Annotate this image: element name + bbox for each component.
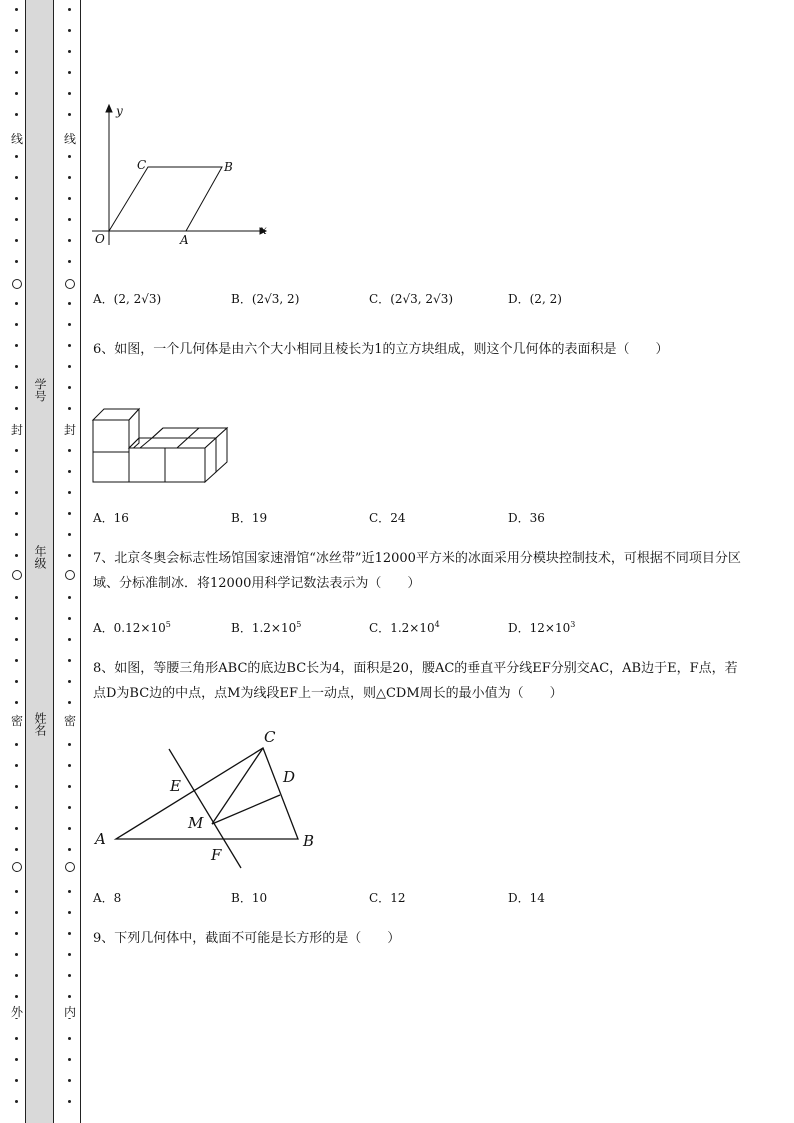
outer-circle-mark xyxy=(12,862,22,872)
cut-line-dot xyxy=(68,197,71,200)
cut-line-dot xyxy=(15,596,18,599)
outer-mark-wai: 外 xyxy=(10,1005,23,1019)
cut-line-dot xyxy=(15,827,18,830)
point-o-label: O xyxy=(95,232,105,246)
cut-line-dot xyxy=(68,239,71,242)
cut-line-dot xyxy=(68,554,71,557)
q8-option-b[interactable]: B．10 xyxy=(231,891,268,905)
cut-line-dot xyxy=(15,449,18,452)
cut-line-dot xyxy=(15,701,18,704)
cut-line-dot xyxy=(15,743,18,746)
outer-mark-xian: 线 xyxy=(10,132,23,146)
q8-option-d[interactable]: D．14 xyxy=(508,891,545,905)
cut-line-dot xyxy=(68,1100,71,1103)
cut-line-dot xyxy=(15,785,18,788)
y-axis-arrow xyxy=(106,105,112,112)
cut-line-dot xyxy=(68,92,71,95)
cut-line-dot xyxy=(15,92,18,95)
cut-line-dot xyxy=(15,1058,18,1061)
parallelogram-oabc xyxy=(109,167,222,231)
cut-line-dot xyxy=(15,806,18,809)
q5-options xyxy=(93,290,713,310)
cut-line-dot xyxy=(68,29,71,32)
cut-line-dot xyxy=(68,344,71,347)
cut-line-dot xyxy=(68,449,71,452)
cut-line-dot xyxy=(15,302,18,305)
q5-coordinate-graph xyxy=(88,100,278,250)
inner-mark-feng: 封 xyxy=(63,423,76,437)
cut-line-dot xyxy=(68,827,71,830)
cut-line-dot xyxy=(15,344,18,347)
cut-line-dot xyxy=(68,176,71,179)
outer-cut-line xyxy=(12,0,22,1123)
cut-line-dot xyxy=(15,659,18,662)
label-c: C xyxy=(264,728,276,746)
cut-line-dot xyxy=(68,50,71,53)
outer-mark-feng: 封 xyxy=(10,423,23,437)
cut-line-dot xyxy=(68,113,71,116)
cut-line-dot xyxy=(15,176,18,179)
q8-text: 8、如图，等腰三角形ABC的底边BC长为4，面积是20，腰AC的垂直平分线EF分别交AC，AB边于E，F点，若点D为BC边的中点，点M为线段EF上一动点，则△CDM周长的最小值为（ ） xyxy=(93,661,738,701)
q8-option-a[interactable]: A．8 xyxy=(93,891,122,905)
line-ef xyxy=(169,749,241,868)
x-axis-label: x xyxy=(260,223,267,237)
cut-line-dot xyxy=(15,995,18,998)
cut-line-dot xyxy=(68,743,71,746)
label-f: F xyxy=(211,846,222,864)
binding-border-right xyxy=(80,0,81,1123)
cut-line-dot xyxy=(68,659,71,662)
cut-line-dot xyxy=(68,1079,71,1082)
field-grade: 年级 xyxy=(33,545,47,569)
cut-line-dot xyxy=(15,197,18,200)
label-d: D xyxy=(283,768,296,786)
q5-option-a[interactable]: A．(2, 2√3) xyxy=(93,292,162,306)
q5-option-c[interactable]: C．(2√3, 2√3) xyxy=(369,292,454,306)
cut-line-dot xyxy=(15,386,18,389)
cut-line-dot xyxy=(15,218,18,221)
cut-line-dot xyxy=(68,785,71,788)
label-e: E xyxy=(170,777,181,795)
inner-circle-mark xyxy=(65,862,75,872)
cut-line-dot xyxy=(15,1100,18,1103)
q5-option-d[interactable]: D．(2, 2) xyxy=(508,292,562,306)
point-b-label: B xyxy=(224,160,233,174)
inner-mark-nei: 内 xyxy=(63,1005,76,1019)
cut-line-dot xyxy=(68,155,71,158)
field-student-id: 学号 xyxy=(33,378,47,402)
q9-text: 9、下列几何体中，截面不可能是长方形的是（ ） xyxy=(93,931,401,946)
cube-front-face xyxy=(129,448,165,482)
cut-line-dot xyxy=(68,806,71,809)
q6-option-d[interactable]: D．36 xyxy=(508,511,545,525)
cut-line-dot xyxy=(68,953,71,956)
cut-line-dot xyxy=(15,638,18,641)
cut-line-dot xyxy=(68,218,71,221)
cut-line-dot xyxy=(15,512,18,515)
q8-triangle-figure xyxy=(90,722,330,872)
cut-line-dot xyxy=(68,617,71,620)
cut-line-dot xyxy=(15,8,18,11)
cut-line-dot xyxy=(15,407,18,410)
cut-line-dot xyxy=(15,155,18,158)
cut-line-dot xyxy=(68,533,71,536)
cut-line-dot xyxy=(15,71,18,74)
cut-line-dot xyxy=(15,470,18,473)
label-b: B xyxy=(303,832,315,850)
q7-text: 7、北京冬奥会标志性场馆国家速滑馆“冰丝带”近12000平方米的冰面采用分模块控制技术，可根据不同项目分区域、分标准制冰．将12000用科学记数法表示为（ ） xyxy=(93,551,741,591)
inner-mark-xian: 线 xyxy=(63,132,76,146)
outer-mark-mi: 密 xyxy=(10,714,23,728)
cube-front-face xyxy=(165,448,205,482)
inner-cut-line xyxy=(65,0,75,1123)
cut-line-dot xyxy=(68,407,71,410)
q7-option-b[interactable]: B．$1.2\times 10^5$ xyxy=(231,620,302,635)
upper-cube-front xyxy=(93,420,129,452)
cut-line-dot xyxy=(68,1058,71,1061)
cut-line-dot xyxy=(15,953,18,956)
cut-line-dot xyxy=(68,638,71,641)
cut-line-dot xyxy=(68,260,71,263)
cut-line-dot xyxy=(68,596,71,599)
cut-line-dot xyxy=(68,512,71,515)
q7-option-d[interactable]: D．$12\times 10^3$ xyxy=(508,620,576,635)
outer-circle-mark xyxy=(12,279,22,289)
q8-option-c[interactable]: C．12 xyxy=(369,891,406,905)
q6-option-c[interactable]: C．24 xyxy=(369,511,406,525)
cut-line-dot xyxy=(15,764,18,767)
cut-line-dot xyxy=(15,365,18,368)
cut-line-dot xyxy=(68,491,71,494)
q7-options xyxy=(93,619,713,639)
y-axis-label: y xyxy=(116,104,123,118)
outer-circle-mark xyxy=(12,570,22,580)
q7-option-c[interactable]: C．$1.2\times 10^4$ xyxy=(369,620,440,635)
cut-line-dot xyxy=(15,29,18,32)
cut-line-dot xyxy=(15,1037,18,1040)
cut-line-dot xyxy=(68,848,71,851)
label-m: M xyxy=(188,814,204,832)
cut-line-dot xyxy=(68,365,71,368)
cut-line-dot xyxy=(68,1037,71,1040)
q7-option-a[interactable]: A．$0.12\times 10^5$ xyxy=(93,620,171,635)
cut-line-dot xyxy=(15,50,18,53)
field-name: 姓名 xyxy=(33,712,47,736)
cube-front-face xyxy=(93,452,129,482)
point-c-label: C xyxy=(137,158,147,172)
cut-line-dot xyxy=(15,491,18,494)
q6-cube-figure xyxy=(88,402,233,488)
cut-line-dot xyxy=(68,386,71,389)
inner-circle-mark xyxy=(65,279,75,289)
q6-option-a[interactable]: A．16 xyxy=(93,511,129,525)
cut-line-dot xyxy=(68,932,71,935)
q6-option-b[interactable]: B．19 xyxy=(231,511,268,525)
cut-line-dot xyxy=(68,8,71,11)
q6-text: 6、如图，一个几何体是由六个大小相同且棱长为1的立方块组成，则这个几何体的表面积是（ ） xyxy=(93,342,669,357)
cut-line-dot xyxy=(15,848,18,851)
cut-line-dot xyxy=(15,1079,18,1082)
cut-line-dot xyxy=(68,323,71,326)
cut-line-dot xyxy=(68,71,71,74)
cut-line-dot xyxy=(15,554,18,557)
binding-border-mid xyxy=(53,0,54,1123)
cut-line-dot xyxy=(68,680,71,683)
cut-line-dot xyxy=(15,617,18,620)
inner-circle-mark xyxy=(65,570,75,580)
cut-line-dot xyxy=(15,113,18,116)
binding-border-left xyxy=(25,0,26,1123)
cut-line-dot xyxy=(68,470,71,473)
cut-line-dot xyxy=(68,701,71,704)
cut-line-dot xyxy=(15,890,18,893)
cut-line-dot xyxy=(68,302,71,305)
cut-line-dot xyxy=(15,323,18,326)
cut-line-dot xyxy=(68,890,71,893)
cut-line-dot xyxy=(68,911,71,914)
cut-line-dot xyxy=(15,260,18,263)
cut-line-dot xyxy=(68,974,71,977)
label-a: A xyxy=(95,830,106,848)
cut-line-dot xyxy=(15,974,18,977)
cut-line-dot xyxy=(15,533,18,536)
triangle-abc xyxy=(116,748,298,839)
inner-mark-mi: 密 xyxy=(63,714,76,728)
cut-line-dot xyxy=(15,911,18,914)
cut-line-dot xyxy=(15,239,18,242)
q6-options xyxy=(93,509,713,529)
q5-option-b[interactable]: B．(2√3, 2) xyxy=(231,292,300,306)
point-a-label: A xyxy=(180,233,189,247)
cut-line-dot xyxy=(15,680,18,683)
cut-line-dot xyxy=(68,995,71,998)
cut-line-dot xyxy=(68,764,71,767)
cut-line-dot xyxy=(15,932,18,935)
q8-options xyxy=(93,889,713,909)
